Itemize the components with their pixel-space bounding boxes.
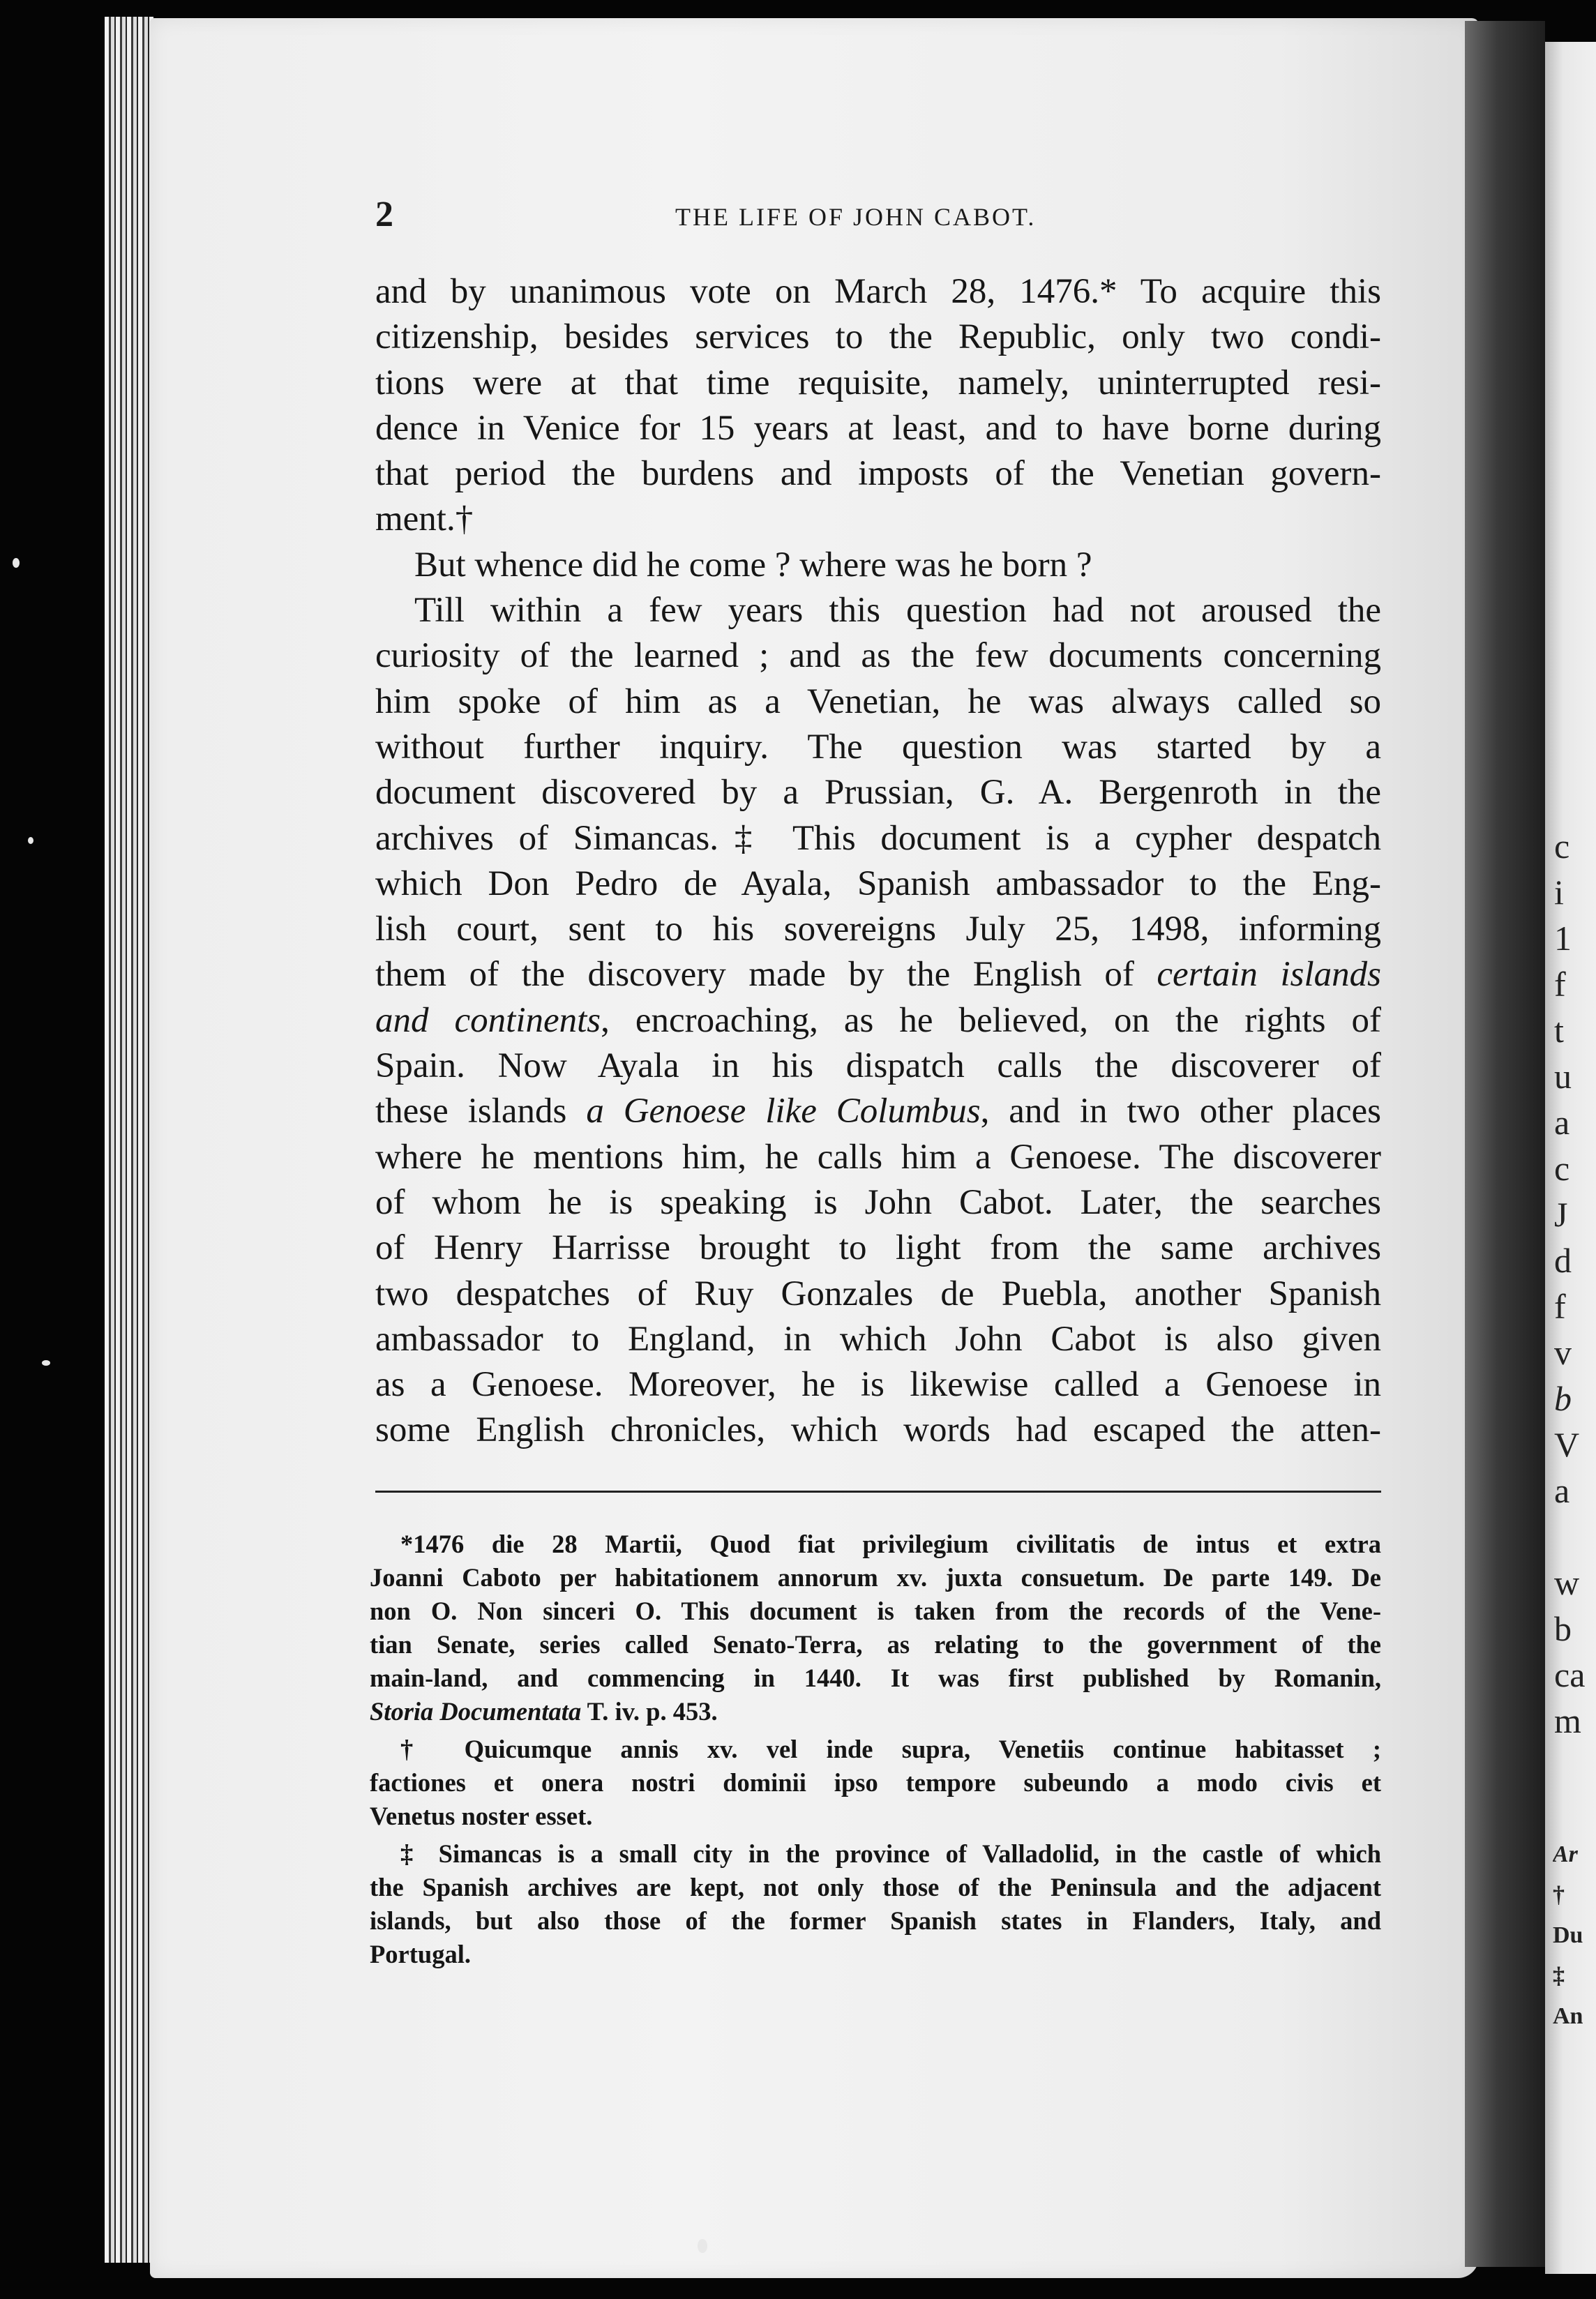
text-line: lish court, sent to his sovereigns July 25, 1498, informing (375, 910, 1381, 949)
footnote-line: ‡ Simancas is a small city in the province of Valladolid, in the castle of which (400, 1839, 1381, 1868)
footnote-line: *1476 die 28 Martii, Quod fiat privilegium civilitatis de intus et extra (400, 1530, 1381, 1558)
text-line: archives of Simancas.‡ This document is a cypher despatch (375, 818, 1381, 858)
text-line: dence in Venice for 15 years at least, and to have borne during (375, 408, 1381, 448)
fragment: An (1553, 2003, 1583, 2029)
text-line: ambassador to England, in which John Cabot is also given (375, 1319, 1381, 1359)
fragment: f (1554, 1287, 1566, 1326)
scan-speck (13, 558, 20, 568)
fragment: a (1554, 1471, 1570, 1510)
text-fragment: these islands (375, 1092, 567, 1131)
text-line: him spoke of him as a Venetian, he was always called so (375, 681, 1381, 721)
text-line: two despatches of Ruy Gonzales de Puebla, another Spanish (375, 1274, 1381, 1313)
footnote-line: tian Senate, series called Senato-Terra, as relating to the government of the (370, 1630, 1381, 1659)
text-line: curiosity of the learned ; and as the few documents concerning (375, 636, 1381, 676)
italic-phrase: certain islands (1157, 955, 1382, 995)
italic-phrase: a Genoese like Columbus (586, 1092, 981, 1131)
book-gutter (1465, 21, 1545, 2267)
italic-title: Storia Documentata (370, 1697, 582, 1726)
footnote-line: islands, but also those of the former Spanish states in Flanders, Italy, and (370, 1906, 1381, 1935)
text-line (375, 998, 1381, 1043)
footnote-line: the Spanish archives are kept, not only those of the Peninsula and the adjacent (370, 1873, 1381, 1901)
text-line: where he mentions him, he calls him a Genoese. The discoverer (375, 1137, 1381, 1177)
footnote-line: non O. Non sinceri O. This document is taken from the records of the Vene- (370, 1597, 1381, 1625)
scan-speck (698, 2239, 707, 2253)
fragment: † (1553, 1882, 1565, 1908)
fragment: c (1554, 1149, 1570, 1188)
fragment: Ar (1553, 1841, 1578, 1867)
text-line: document discovered by a Prussian, G. A. Bergenroth in the (375, 773, 1381, 813)
fragment: ca (1554, 1655, 1586, 1694)
text-line: Till within a few years this question had not aroused the (414, 591, 1381, 631)
fragment: 1 (1554, 919, 1572, 958)
footnote-line: main-land, and commencing in 1440. It was first published by Romanin, (370, 1664, 1381, 1692)
fragment: w (1554, 1563, 1580, 1602)
fragment: ‡ (1553, 1963, 1565, 1989)
fragment: b (1554, 1379, 1572, 1418)
italic-phrase: and (375, 1000, 429, 1040)
fragment: f (1554, 965, 1566, 1004)
footnote-1 (370, 1528, 1381, 1728)
footnote-line: Portugal. (370, 1940, 471, 1968)
text-line: citizenship, besides services to the Republic, only two condi- (375, 317, 1381, 357)
fragment: c (1554, 827, 1570, 866)
text-fragment: them of the discovery made by the English of (375, 955, 1134, 995)
footnotes (370, 1528, 1381, 1975)
text-line: of Henry Harrisse brought to light from the same archives (375, 1228, 1381, 1268)
fragment: i (1554, 873, 1564, 912)
fragment: t (1554, 1011, 1564, 1050)
footnote-line: Venetus noster esset. (370, 1802, 593, 1830)
text-line: But whence did he come ? where was he born ? (414, 545, 1092, 585)
footnote-line: factiones et onera nostri dominii ipso tempore subeundo a modo civis et (370, 1768, 1381, 1797)
fragment: u (1554, 1057, 1572, 1096)
text-line (375, 952, 1381, 997)
fragment: a (1554, 1103, 1570, 1142)
text-line: ment.† (375, 499, 474, 539)
text-line: which Don Pedro de Ayala, Spanish ambassador to the Eng- (375, 864, 1381, 903)
text-fragment: , and in two other places (980, 1092, 1382, 1131)
body-text (375, 269, 1381, 1454)
scan-speck (28, 837, 33, 844)
footnote-2 (370, 1733, 1381, 1833)
page-header (375, 194, 1380, 236)
fragment: J (1554, 1195, 1568, 1234)
text-line: some English chronicles, which words had escaped the atten- (375, 1410, 1381, 1450)
footnote-line: Joanni Caboto per habitationem annorum xv. juxta consuetum. De parte 149. De (370, 1563, 1381, 1592)
text-line: without further inquiry. The question was started by a (375, 727, 1381, 767)
text-line: and by unanimous vote on March 28, 1476.* To acquire this (375, 272, 1381, 311)
fragment: V (1554, 1425, 1580, 1464)
fragment: d (1554, 1241, 1572, 1280)
footnote-line: † Quicumque annis xv. vel inde supra, Venetiis continue habitasset ; (400, 1735, 1381, 1763)
page-stack-edge (105, 17, 153, 2263)
text-line (375, 1089, 1381, 1134)
fragment: v (1554, 1333, 1572, 1372)
facing-page-fragments (1554, 823, 1596, 1744)
text-line: tions were at that time requisite, namely, uninterrupted resi- (375, 363, 1381, 402)
page-number: 2 (375, 195, 393, 234)
text-line: Spain. Now Ayala in his dispatch calls the discoverer of (375, 1046, 1381, 1086)
text-line: that period the burdens and imposts of the Venetian govern- (375, 454, 1381, 494)
facing-page-footnote-fragments (1553, 1834, 1596, 2037)
fragment: Du (1553, 1922, 1583, 1948)
scan-speck (42, 1360, 50, 1366)
footnote-rule (375, 1491, 1381, 1493)
footnote-fragment: T. iv. p. 453. (587, 1697, 718, 1726)
fragment: b (1554, 1609, 1572, 1648)
text-line: of whom he is speaking is John Cabot. Later, the searches (375, 1182, 1381, 1222)
footnote-3 (370, 1837, 1381, 1971)
text-line: as a Genoese. Moreover, he is likewise called a Genoese in (375, 1365, 1381, 1405)
fragment: m (1554, 1701, 1581, 1740)
italic-phrase: continents (454, 1000, 601, 1040)
text-fragment: , encroaching, as he believed, on the rights of (601, 1000, 1381, 1040)
running-head: THE LIFE OF JOHN CABOT. (675, 203, 1037, 231)
footnote-line (370, 1695, 1381, 1728)
